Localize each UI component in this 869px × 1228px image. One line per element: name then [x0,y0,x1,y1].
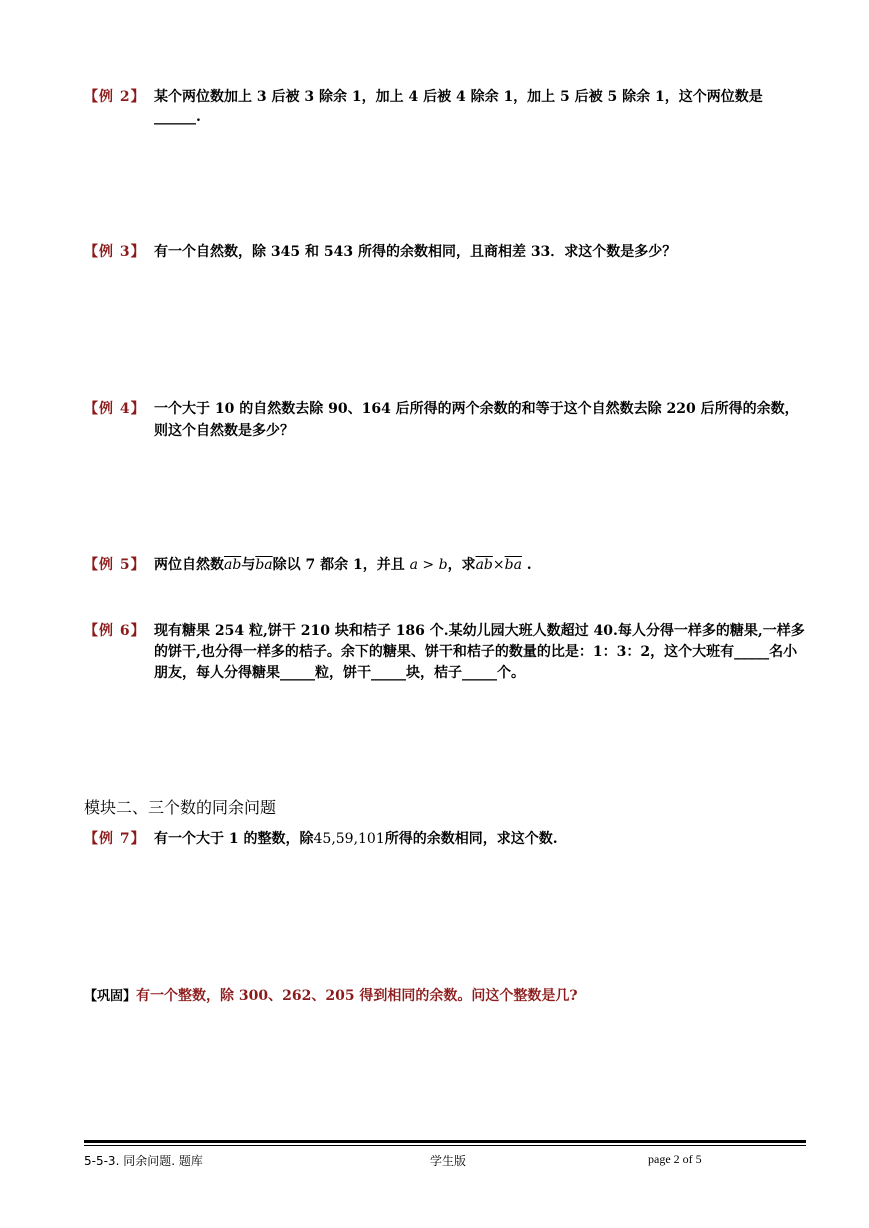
example-text: 一个大于 10 的自然数去除 90、164 后所得的两个余数的和等于这个自然数去除 220 后所得的余数，则这个自然数是多少？ [154,401,799,439]
times-sign: × [492,557,505,573]
footer-center: 学生版 [430,1154,467,1168]
example-4 [84,398,808,442]
example-2 [84,87,808,127]
example-text: 现有糖果 254 粒,饼干 210 块和桔子 186 个.某幼儿园大班人数超过 40.每人分得一样多的糖果,一样多的饼干,也分得一样多的桔子。余下的糖果、饼干和桔子的数量的比是：1：3：2，这个大班有_____名小朋友，每人分得糖果_____粒，饼干_____块，桔子_____个。 [154,623,805,681]
example-label: 【例 6】 [84,623,146,639]
number-ba: $\overline{ba}$ [255,557,273,573]
example-label: 【例 5】 [84,557,146,573]
text-part: 两位自然数 [154,557,224,573]
text-part: 除以 7 都余 1，并且 [272,557,405,573]
consolidate-text: 有一个整数，除 300、262、205 得到相同的余数。问这个整数是几? [136,988,578,1004]
text-part: . [526,557,532,573]
number-ab: $\overline{ab}$ [475,557,493,573]
example-text [154,829,808,849]
footer-left: 5-5-3. 同余问题. 题库 [84,1154,203,1168]
condition: a > b [409,557,448,573]
example-7 [84,829,808,849]
example-label: 【例 7】 [84,831,146,847]
text-part: 与 [241,557,256,573]
example-label: 【例 3】 [84,244,146,260]
number-ab: $\overline{ab}$ [224,557,242,573]
example-label: 【例 4】 [84,401,146,417]
text-part: ，求 [447,557,476,573]
numbers: 45,59,101 [313,831,385,847]
example-6 [84,621,808,684]
footer-page-number: page 2 of 5 [648,1152,702,1166]
section-title: 模块二、三个数的同余问题 [84,798,277,817]
consolidate-label: 【巩固】 [84,989,137,1004]
text-part: 有一个大于 1 的整数，除 [154,831,314,847]
footer-rule-thick [84,1140,806,1143]
example-text: 有一个自然数，除 345 和 543 所得的余数相同，且商相差 33．求这个数是多少？ [154,244,677,260]
consolidate-question [84,986,808,1007]
text-part: 所得的余数相同，求这个数. [384,831,558,847]
example-text [154,555,808,575]
example-text: 某个两位数加上 3 后被 3 除余 1，加上 4 后被 4 除余 1，加上 5 后被 5 除余 1，这个两位数是______. [154,89,763,125]
number-ba: $\overline{ba}$ [504,557,522,573]
example-5 [84,555,808,575]
example-label: 【例 2】 [84,89,146,105]
example-3 [84,242,808,262]
footer-rule-thin [84,1145,806,1146]
